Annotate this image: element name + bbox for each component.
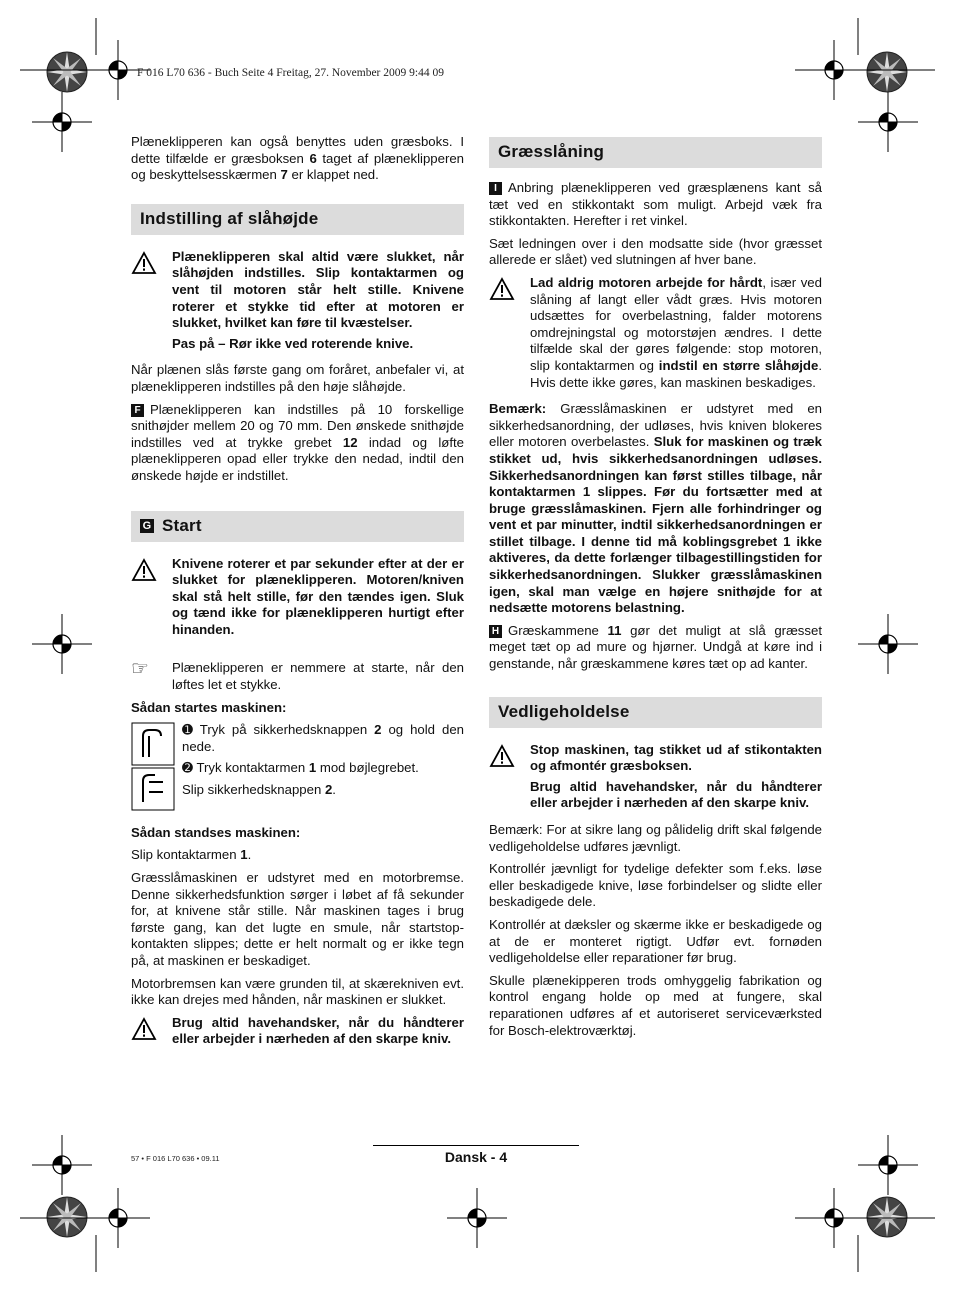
switch-diagram-icon: [131, 722, 175, 812]
document-code: 57 • F 016 L70 636 • 09.11: [131, 1154, 220, 1163]
crosshair-icon: [858, 92, 918, 152]
figure-badge: I: [489, 182, 502, 195]
star-target-icon: [47, 1197, 87, 1237]
section-heading-maintenance: Vedligeholdelse: [489, 697, 822, 728]
right-column: [489, 137, 822, 1045]
note-block: ☞ Plæneklipperen er nemmere at starte, når den løftes let et stykke.: [131, 658, 464, 693]
subheading: Sådan standses maskinen:: [131, 824, 301, 840]
warning-block: Stop maskinen, tag stikket ud af stikontakten og afmontér græsboksen. Brug altid havehandsker, når du håndterer eller arbejder i nærheden af den skarpe kniv.: [489, 742, 822, 816]
paragraph: Kontrollér jævnligt for tydelige defekter som f.eks. løse eller beskadigede knive, løse forbindelser og slidte eller beskadigede dele.: [489, 861, 822, 910]
warning-block: Brug altid havehandsker, når du håndterer eller arbejder i nærheden af den skarpe kniv.: [131, 1015, 464, 1052]
footer-divider: [373, 1145, 579, 1146]
warning-triangle-icon: [489, 277, 515, 301]
intro-paragraph: Plæneklipperen kan også benyttes uden græsboks. I dette tilfælde er græsboksen 6 taget af plæneklipperen og beskyttelsesskærmen 7 er klappet ned.: [131, 134, 465, 183]
paragraph: Kontrollér at dæksler og skærme ikke er beskadigede og at de er monteret rigtigt. Udfør evt. fornøden vedligeholdelse eller reparationer før brug.: [489, 916, 822, 966]
star-target-icon: [867, 52, 907, 92]
paragraph: Græsslåmaskinen er udstyret med en motorbremse. Denne sikkerhedsfunktion sørger i løbet af få sekunder for, at knivene står stille. Når maskinen tages i brug første gang, kan det lugte en smule, når startstop-kontakten slippes; dette er helt normalt og er ikke tegn på, at maskinen er beskadiget.: [131, 870, 464, 968]
pointing-hand-icon: ☞: [131, 658, 149, 681]
figure-badge: H: [489, 625, 502, 638]
paragraph: Bemærk: For at sikre lang og pålidelig drift skal følgende vedligeholdelse udføres jævnligt.: [489, 822, 822, 854]
warning-triangle-icon: [131, 1017, 157, 1041]
subheading: Sådan startes maskinen:: [131, 699, 287, 715]
paragraph: I Anbring plæneklipperen ved græsplænens kant så tæt ved en stikkontakt som muligt. Arbejd væk fra stikkontakten. Herefter i ret vinkel.: [489, 180, 822, 229]
figure-badge: F: [131, 404, 144, 417]
paragraph: Slip kontaktarmen 1.: [131, 847, 252, 863]
warning-block: Lad aldrig motoren arbejde for hårdt, især ved slåning af langt eller vådt græs. Hvis motoren udsættes for overbelastning, falder motorens omdrejningstal og motorstøjen ændres. I dette tilfælde skal der gøres følgende: stop motoren, slip kontaktarmen og indstil en større slåhøjde. Hvis dette ikke gøres, kan maskinen beskadiges.: [489, 275, 822, 395]
warning-triangle-icon: [131, 558, 157, 582]
crosshair-icon: [32, 92, 92, 152]
paragraph: F Plæneklipperen kan indstilles på 10 forskellige snithøjder mellem 20 og 70 mm. Den ønskede snithøjde indstilles ved at trykke grebet 12 indad og løfte plæneklipperen opad eller trykke den nedad, indtil den ønskede højde er indstillet.: [131, 401, 465, 483]
paragraph: Skulle plænekipperen trods omhyggelig fabrikation og kontrol engang holde op med at fungere, skal reparationen udføres af et autoriseret serviceværksted for Bosch-elektroværktøj.: [489, 972, 822, 1038]
paragraph: H Græskammene 11 gør det muligt at slå græsset meget tæt op ad mure og hjørner. Undgå at køre ind i genstande, når græskammene køres tæt op ad kanter.: [489, 622, 822, 672]
crosshair-icon: [858, 614, 918, 674]
warning-triangle-icon: [131, 251, 157, 275]
crosshair-icon: [858, 1135, 918, 1195]
star-target-icon: [867, 1197, 907, 1237]
star-target-icon: [47, 52, 87, 92]
start-steps: ➊ Tryk på sikkerhedsknappen 2 og hold den nede. ➋ Tryk kontaktarmen 1 mod bøjlegrebet. Slip sikkerhedsknappen 2.: [131, 722, 464, 817]
paragraph: Bemærk: Græsslåmaskinen er udstyret med en sikkerhedsanordning, der udløses, hvis kniven blokeres eller motoren overbelastes. Sluk for maskinen og træk stikket ud, hvis sikkerhedsanordningen udløses. Sikkerhedsanordningen kan først stilles tilbage, når kontaktarmen 1 slippes. Før du fortsætter med at bruge græsslåmaskinen. Fjern alle forhindringer og vent et par minutter, indtil sikkerhedsanordningen er stillet tilbage. I denne tid må koblingsgrebet 1 ikke aktiveres, da dette forlænger tilbagestillingstiden for sikkerhedsanordningen. Slukker græsslåmaskinen igen, skal man vælge en højere snithøjde for at nedsætte motorens belastning.: [489, 401, 822, 616]
crosshair-icon: [447, 1188, 507, 1248]
warning-block: Knivene roterer et par sekunder efter at der er slukket for plæneklipperen. Motoren/kniven skal stå helt stille, før den tændes igen. Sluk og tænd ikke for plæneklipperen hurtigt efter hinanden.: [131, 556, 464, 643]
paragraph: Når plænen slås første gang om foråret, anbefaler vi, at plæneklipperen indstilles på den høje slåhøjde.: [131, 362, 464, 394]
section-heading-start: G Start: [131, 511, 464, 542]
section-heading-mowing: Græsslåning: [489, 137, 822, 168]
figure-badge: G: [140, 519, 154, 533]
print-info: F 016 L70 636 - Buch Seite 4 Freitag, 27. November 2009 9:44 09: [137, 67, 444, 79]
warning-block: Plæneklipperen skal altid være slukket, når slåhøjden indstilles. Slip kontaktarmen og vent til motoren står helt stille. Knivene roterer et stykke tid efter at motoren er slukket, hvilket kan føre til kvæstelser. Pas på – Rør ikke ved roterende knive.: [131, 249, 464, 357]
page-number: Dansk - 4: [444, 1149, 508, 1165]
crosshair-icon: [32, 1135, 92, 1195]
warning-triangle-icon: [489, 744, 515, 768]
paragraph: Motorbremsen kan være grunden til, at skærekniven evt. ikke kan drejes med hånden, når maskinen er slukket.: [131, 975, 464, 1008]
left-column: [131, 134, 464, 1058]
paragraph: Sæt ledningen over i den modsatte side (hvor græsset allerede er slået) ved slutningen af hver bane.: [489, 235, 822, 268]
section-heading-cutting-height: Indstilling af slåhøjde: [131, 204, 464, 235]
crosshair-icon: [32, 614, 92, 674]
